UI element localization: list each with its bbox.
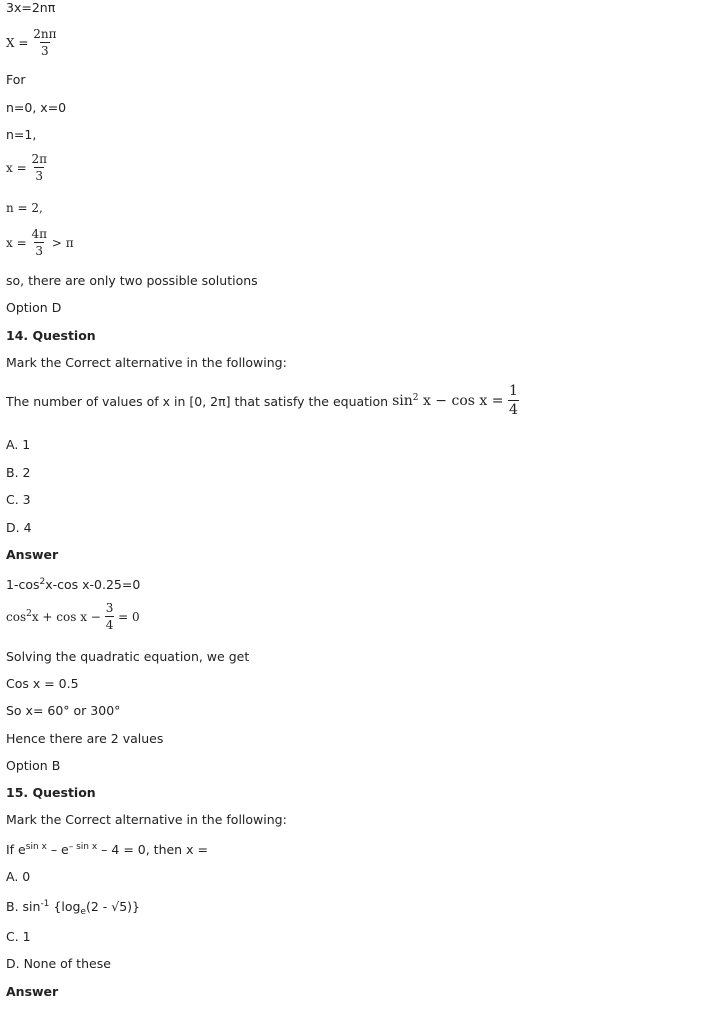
math-equation [392,383,519,418]
solution-line: Cos x = 0.5 [6,676,79,691]
math-equation [6,602,140,631]
equation-term: 1-cos [6,577,40,592]
equation-term: x-cos x-0.25=0 [45,577,141,592]
fraction [30,228,48,257]
fraction-numerator: 4π [31,227,47,241]
choice-item: A. 0 [6,869,31,884]
fraction [30,153,48,182]
equation-term: B. sin [6,899,41,914]
solution-line: so, there are only two possible solutions [6,273,258,288]
math-equation [6,28,58,57]
equation-lhs: x = [6,235,27,250]
superscript: – sin x [68,842,98,852]
equation-term: sin [392,392,413,409]
answer-option: Option D [6,300,62,315]
fraction-numerator: 2nπ [33,27,57,41]
math-equation [6,228,74,257]
equation-lhs: x = [6,160,27,175]
fraction [32,28,57,57]
equation-rhs: > π [51,235,74,250]
choice-item: C. 1 [6,929,31,944]
equation-term: {log [49,899,81,914]
solution-line: For [6,72,26,87]
question-instruction: Mark the Correct alternative in the following: [6,812,287,827]
question-text [6,842,208,857]
fraction-denominator: 4 [508,402,518,418]
fraction-denominator: 4 [105,618,114,632]
answer-heading: Answer [6,984,59,999]
solution-line: n=0, x=0 [6,100,67,115]
equation-lhs: X = [6,35,29,50]
solution-line: So x= 60° or 300° [6,703,121,718]
equation-term: – e [46,842,69,857]
choice-item: D. 4 [6,520,32,535]
question-text [6,384,519,417]
equation-term: x − cos x = [418,392,504,409]
question-instruction: Mark the Correct alternative in the following: [6,355,287,370]
fraction-numerator: 2π [31,152,47,166]
solution-line [6,577,140,592]
answer-option: Option B [6,758,61,773]
equation-term [6,610,101,624]
solution-line: Hence there are 2 values [6,731,164,746]
fraction-denominator: 3 [35,244,44,258]
choice-item: D. None of these [6,956,111,971]
superscript: -1 [40,899,50,909]
superscript: sin x [25,842,47,852]
superscript: 2 [26,608,32,619]
choice-item [6,899,140,917]
fraction-denominator: 3 [35,169,44,183]
solution-line: Solving the quadratic equation, we get [6,649,250,664]
subscript: e [80,907,86,917]
fraction-numerator: 3 [105,601,114,615]
question-stem: The number of values of x in [0, 2π] that satisfy the equation [6,393,389,409]
equation-term: x + cos x − [31,609,101,624]
solution-line: 3x=2nπ [6,0,56,15]
fraction-denominator: 3 [41,44,49,58]
equation-term: cos [6,609,27,624]
equation-term: (2 - √5)} [85,899,140,914]
equation-rhs: = 0 [118,609,140,624]
question-heading: 14. Question [6,328,96,343]
choice-item: C. 3 [6,492,31,507]
fraction [508,384,519,417]
math-equation [6,153,48,182]
superscript: 2 [39,577,46,587]
choice-item: A. 1 [6,437,31,452]
superscript: 2 [412,392,419,403]
answer-heading: Answer [6,547,59,562]
question-heading: 15. Question [6,785,96,800]
fraction [105,602,115,631]
choice-item: B. 2 [6,465,31,480]
fraction-numerator: 1 [508,383,518,399]
solution-line: n = 2, [6,201,43,215]
equation-term: If e [6,842,26,857]
solution-line: n=1, [6,127,37,142]
equation-term: – 4 = 0, then x = [97,842,208,857]
